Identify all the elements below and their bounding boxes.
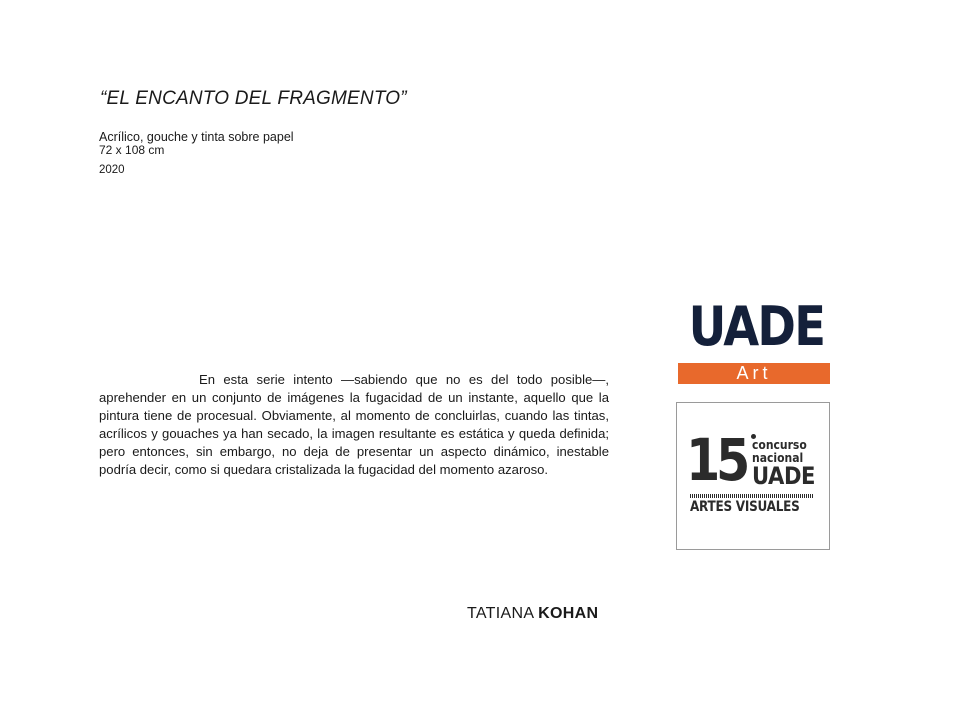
artist-statement: En esta serie intento —sabiendo que no es del todo posible—, aprehender en un conjunto de imágenes la fugacidad de un instante, aquello que la pintura tiene de procesual. Obviamente, al momento de concluirlas, cuando las tintas, acrílicos y gouaches ya han secado, la imagen resultante es estática y queda definida; pero entonces, sin embargo, no deja de presentar un aspecto dinámico, inestable podría decir, como si quedara cristalizada la fugacidad del momento azaroso. [99,372,609,477]
artist-last-name: KOHAN [538,605,599,622]
artist-first-name: TATIANA [467,605,534,622]
uade-logo-word: UADE [688,295,825,358]
artwork-dimensions: 72 x 108 cm [99,143,165,157]
contest-divider [690,494,814,498]
artwork-technique: Acrílico, gouche y tinta sobre papel [99,130,294,144]
contest-line-concurso: concurso [752,438,807,452]
contest-badge [676,402,830,550]
contest-number: 15 [686,426,747,494]
uade-art-logo [678,296,834,392]
artwork-title: “EL ENCANTO DEL FRAGMENTO” [100,88,407,109]
contest-subtitle: ARTES VISUALES [690,499,800,515]
artwork-year: 2020 [99,164,125,176]
contest-line-nacional: nacional [752,451,804,465]
contest-line-uade: UADE [752,462,816,490]
artist-name [467,605,598,623]
uade-logo-art-bar: Art [678,363,830,384]
